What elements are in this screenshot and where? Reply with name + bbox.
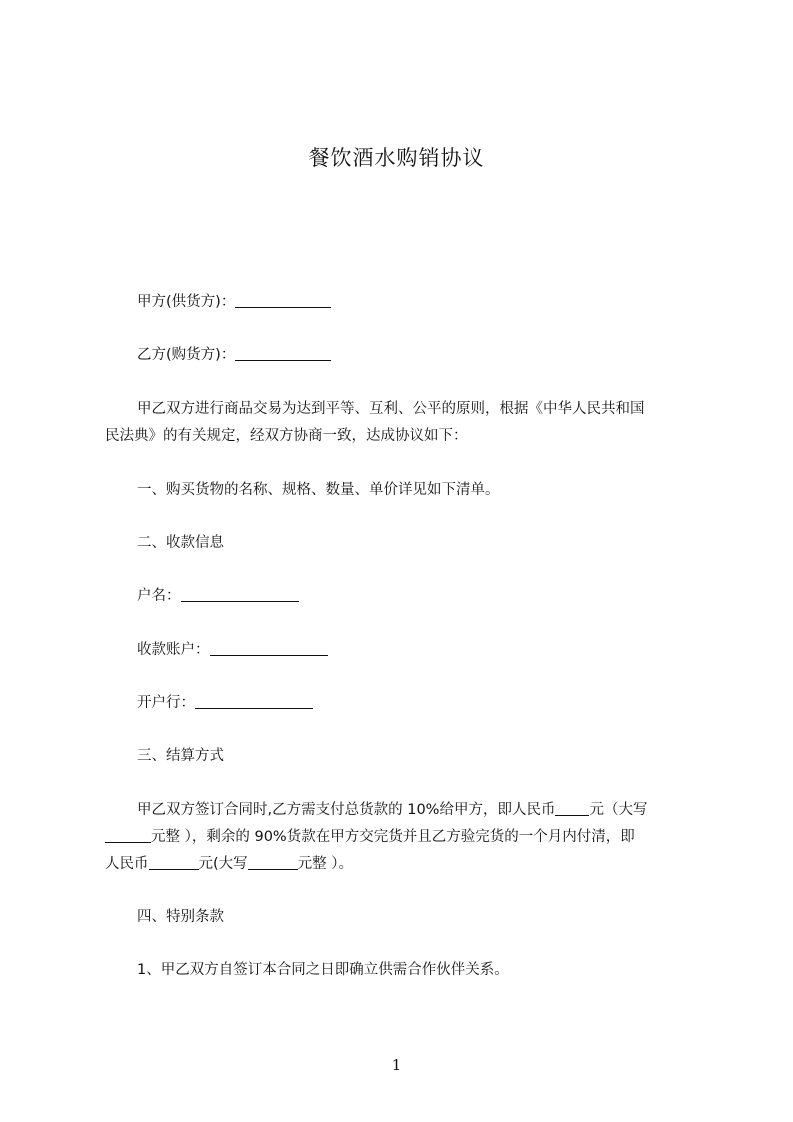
account-number-line <box>137 640 328 660</box>
intro-line-1: 甲乙双方进行商品交易为达到平等、互利、公平的原则，根据《中华人民共和国 <box>137 401 645 417</box>
settlement-text-1a: 甲乙双方签订合同时,乙方需支付总货款的 10%给甲方，即人民币 <box>137 802 556 818</box>
page-number: 1 <box>391 1056 402 1074</box>
party-b-line <box>137 345 331 365</box>
balance-amount-blank <box>149 855 199 870</box>
party-b-blank <box>235 346 331 361</box>
settlement-line-3 <box>105 854 353 874</box>
bank-label: 开户行： <box>137 695 195 711</box>
account-number-label: 收款账户： <box>137 642 210 658</box>
settlement-text-3b: 元(大写 <box>198 856 248 872</box>
balance-uppercase-blank <box>248 855 298 870</box>
section-3-heading: 三、结算方式 <box>137 748 224 764</box>
settlement-line-2 <box>105 827 635 847</box>
section-1: 一、购买货物的名称、规格、数量、单价详见如下清单。 <box>137 482 500 498</box>
settlement-text-3a: 人民币 <box>105 856 149 872</box>
party-a-blank <box>235 293 331 308</box>
clause-1: 1、甲乙双方自签订本合同之日即确立供需合作伙伴关系。 <box>137 962 509 978</box>
section-4-heading: 四、特别条款 <box>137 909 224 925</box>
bank-line <box>137 693 313 713</box>
document-title: 餐饮酒水购销协议 <box>308 146 485 170</box>
deposit-uppercase-blank <box>105 828 151 843</box>
settlement-text-1b: 元（大写 <box>589 802 648 818</box>
account-number-blank <box>210 641 328 656</box>
section-2-heading: 二、收款信息 <box>137 535 224 551</box>
account-name-label: 户名： <box>137 588 181 604</box>
party-b-label: 乙方(购货方)： <box>137 347 236 363</box>
party-a-label: 甲方(供货方)： <box>137 294 236 310</box>
deposit-amount-blank <box>555 801 589 816</box>
account-name-blank <box>181 587 299 602</box>
settlement-text-3c: 元整 ）。 <box>297 856 354 872</box>
settlement-text-2a: 元整 ），剩余的 90%货款在甲方交完货并且乙方验完货的一个月内付清，即 <box>151 829 635 845</box>
settlement-line-1 <box>137 800 647 820</box>
intro-line-2: 民法典》的有关规定，经双方协商一致，达成协议如下： <box>105 428 468 444</box>
party-a-line <box>137 292 331 312</box>
bank-blank <box>195 694 313 709</box>
account-name-line <box>137 586 299 606</box>
